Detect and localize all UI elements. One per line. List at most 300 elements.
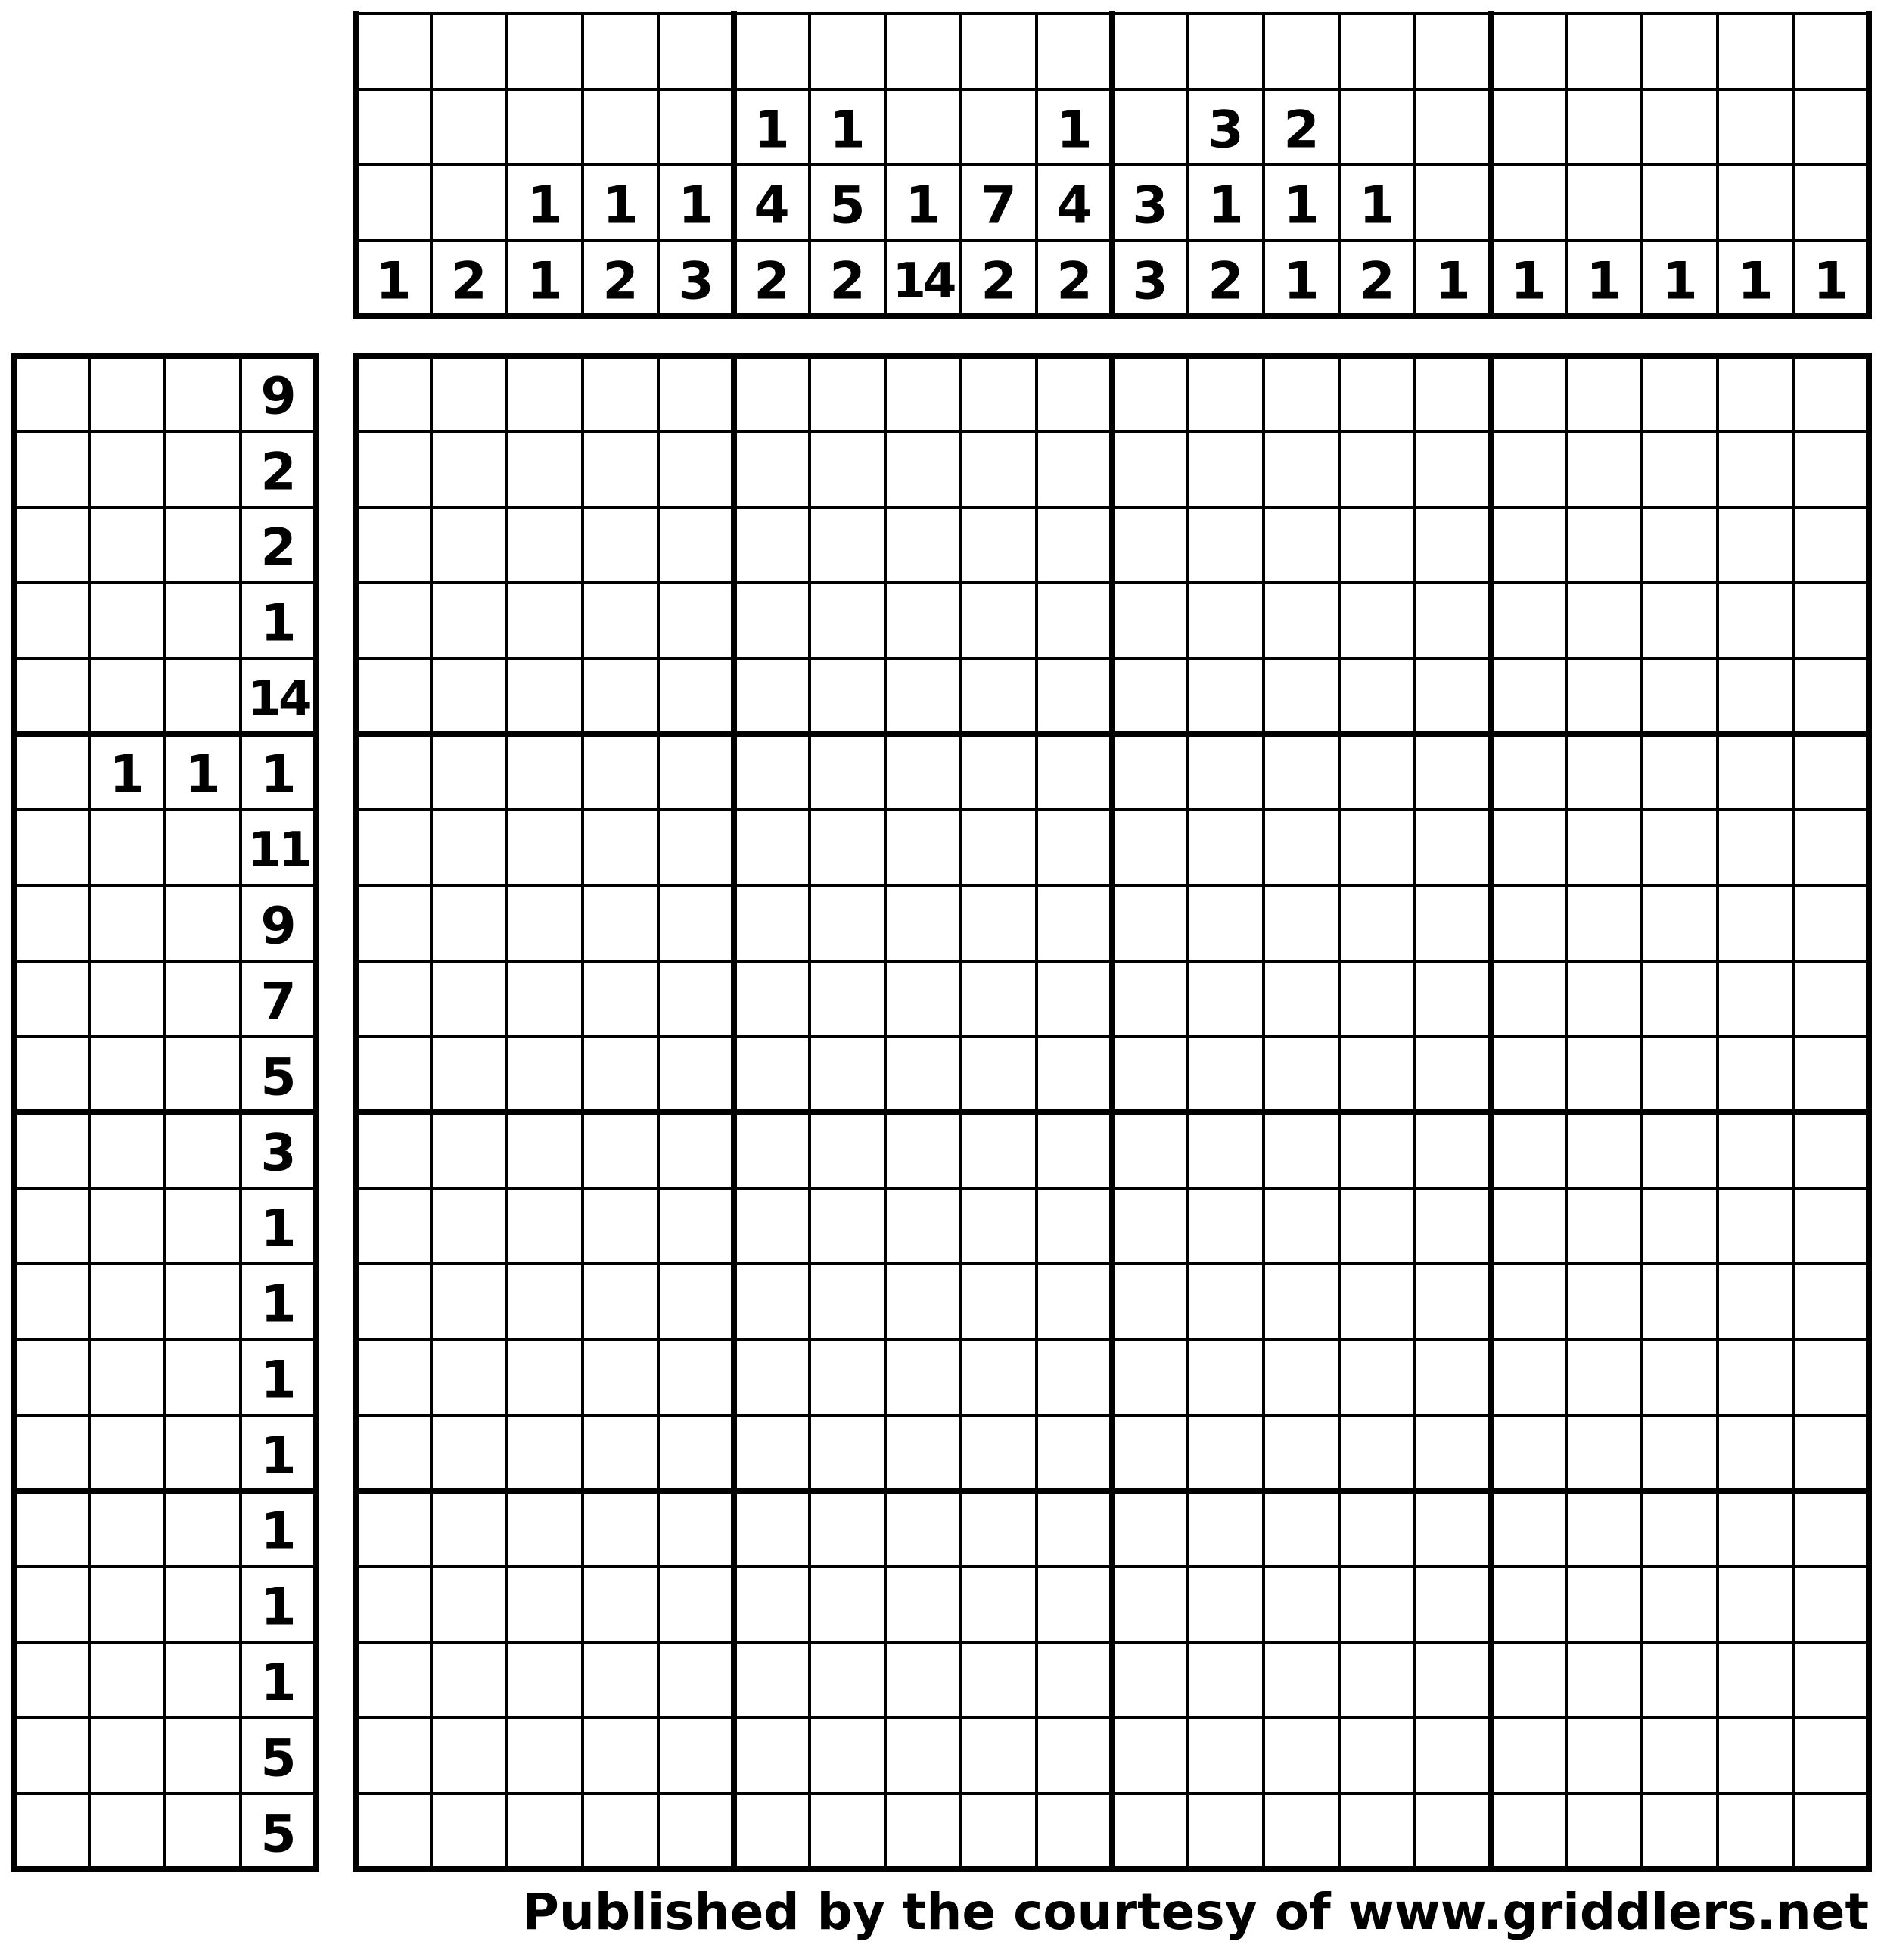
grid-cell[interactable] [1566,1718,1642,1794]
grid-cell[interactable] [1491,1415,1566,1491]
grid-cell[interactable] [1339,1718,1415,1794]
grid-cell[interactable] [1566,1491,1642,1566]
grid-cell[interactable] [507,1339,583,1415]
grid-cell[interactable] [810,431,885,507]
grid-cell[interactable] [1491,1037,1566,1112]
grid-cell[interactable] [885,1794,961,1869]
grid-cell[interactable] [1642,1339,1718,1415]
grid-cell[interactable] [1264,1566,1339,1642]
grid-cell[interactable] [1793,734,1869,810]
grid-cell[interactable] [1037,1415,1112,1491]
grid-cell[interactable] [1112,810,1188,885]
grid-cell[interactable] [1718,885,1793,961]
grid-cell[interactable] [734,356,810,431]
grid-cell[interactable] [1188,1112,1264,1188]
grid-cell[interactable] [885,734,961,810]
grid-cell[interactable] [1793,1566,1869,1642]
grid-cell[interactable] [1037,1037,1112,1112]
grid-cell[interactable] [1566,734,1642,810]
grid-cell[interactable] [431,1794,507,1869]
grid-cell[interactable] [356,583,431,658]
grid-cell[interactable] [1037,1718,1112,1794]
grid-cell[interactable] [961,431,1037,507]
grid-cell[interactable] [1718,1642,1793,1718]
grid-cell[interactable] [885,1718,961,1794]
grid-cell[interactable] [1642,507,1718,583]
grid-cell[interactable] [810,658,885,734]
grid-cell[interactable] [1415,810,1491,885]
grid-cell[interactable] [885,1566,961,1642]
grid-cell[interactable] [1264,1188,1339,1264]
grid-cell[interactable] [583,1188,658,1264]
grid-cell[interactable] [1566,583,1642,658]
grid-cell[interactable] [1491,1794,1566,1869]
grid-cell[interactable] [1264,507,1339,583]
grid-cell[interactable] [1112,1415,1188,1491]
grid-cell[interactable] [356,734,431,810]
grid-cell[interactable] [1037,1794,1112,1869]
grid-cell[interactable] [1037,961,1112,1037]
grid-cell[interactable] [1793,1037,1869,1112]
grid-cell[interactable] [734,961,810,1037]
grid-cell[interactable] [431,1566,507,1642]
grid-cell[interactable] [1718,1491,1793,1566]
grid-cell[interactable] [431,961,507,1037]
grid-cell[interactable] [1037,1491,1112,1566]
grid-cell[interactable] [1491,1718,1566,1794]
grid-cell[interactable] [734,583,810,658]
grid-cell[interactable] [961,583,1037,658]
grid-cell[interactable] [583,1415,658,1491]
grid-cell[interactable] [1566,961,1642,1037]
grid-cell[interactable] [961,1339,1037,1415]
grid-cell[interactable] [810,1264,885,1339]
grid-cell[interactable] [1188,885,1264,961]
grid-cell[interactable] [583,1037,658,1112]
grid-cell[interactable] [885,1642,961,1718]
grid-cell[interactable] [961,1718,1037,1794]
grid-cell[interactable] [507,1037,583,1112]
grid-cell[interactable] [885,1491,961,1566]
grid-cell[interactable] [734,1642,810,1718]
grid-cell[interactable] [507,583,583,658]
grid-cell[interactable] [961,1188,1037,1264]
grid-cell[interactable] [658,1642,734,1718]
grid-cell[interactable] [1037,810,1112,885]
grid-cell[interactable] [810,1718,885,1794]
grid-cell[interactable] [1718,1718,1793,1794]
grid-cell[interactable] [1718,1037,1793,1112]
grid-cell[interactable] [507,1188,583,1264]
grid-cell[interactable] [1491,583,1566,658]
grid-cell[interactable] [658,734,734,810]
grid-cell[interactable] [1491,1642,1566,1718]
grid-cell[interactable] [583,356,658,431]
grid-cell[interactable] [810,356,885,431]
grid-cell[interactable] [1793,1112,1869,1188]
grid-cell[interactable] [356,885,431,961]
grid-cell[interactable] [583,583,658,658]
grid-cell[interactable] [1491,431,1566,507]
grid-cell[interactable] [1491,1188,1566,1264]
grid-cell[interactable] [1415,507,1491,583]
grid-cell[interactable] [885,507,961,583]
grid-cell[interactable] [885,431,961,507]
grid-cell[interactable] [507,658,583,734]
grid-cell[interactable] [734,1188,810,1264]
grid-cell[interactable] [1415,583,1491,658]
grid-cell[interactable] [431,658,507,734]
grid-cell[interactable] [1264,431,1339,507]
grid-cell[interactable] [431,431,507,507]
grid-cell[interactable] [1112,1642,1188,1718]
grid-cell[interactable] [1339,961,1415,1037]
grid-cell[interactable] [507,810,583,885]
grid-cell[interactable] [1264,1339,1339,1415]
grid-cell[interactable] [1188,1566,1264,1642]
grid-cell[interactable] [1112,431,1188,507]
grid-cell[interactable] [961,1264,1037,1339]
grid-cell[interactable] [1339,1339,1415,1415]
grid-cell[interactable] [810,1491,885,1566]
grid-cell[interactable] [431,1264,507,1339]
grid-cell[interactable] [1415,1566,1491,1642]
grid-cell[interactable] [1037,1188,1112,1264]
grid-cell[interactable] [507,1794,583,1869]
grid-cell[interactable] [810,1112,885,1188]
grid-cell[interactable] [1793,961,1869,1037]
grid-cell[interactable] [1339,431,1415,507]
grid-cell[interactable] [1415,1415,1491,1491]
grid-cell[interactable] [1188,1491,1264,1566]
grid-cell[interactable] [1037,1264,1112,1339]
grid-cell[interactable] [356,1642,431,1718]
grid-cell[interactable] [810,1339,885,1415]
grid-cell[interactable] [1642,1264,1718,1339]
grid-cell[interactable] [1112,1794,1188,1869]
grid-cell[interactable] [1188,431,1264,507]
grid-cell[interactable] [658,583,734,658]
grid-cell[interactable] [507,961,583,1037]
grid-cell[interactable] [885,961,961,1037]
grid-cell[interactable] [1339,507,1415,583]
grid-cell[interactable] [1339,734,1415,810]
grid-cell[interactable] [734,1339,810,1415]
grid-cell[interactable] [507,885,583,961]
grid-cell[interactable] [1718,583,1793,658]
grid-cell[interactable] [1339,1415,1415,1491]
grid-cell[interactable] [734,1491,810,1566]
grid-cell[interactable] [1566,658,1642,734]
grid-cell[interactable] [1415,734,1491,810]
grid-cell[interactable] [1491,1491,1566,1566]
grid-cell[interactable] [961,885,1037,961]
grid-cell[interactable] [1718,356,1793,431]
grid-cell[interactable] [1566,1037,1642,1112]
grid-cell[interactable] [583,431,658,507]
grid-cell[interactable] [1112,356,1188,431]
grid-cell[interactable] [734,1718,810,1794]
grid-cell[interactable] [507,1642,583,1718]
grid-cell[interactable] [810,507,885,583]
grid-cell[interactable] [1793,1339,1869,1415]
grid-cell[interactable] [1491,1112,1566,1188]
grid-cell[interactable] [961,356,1037,431]
grid-cell[interactable] [1037,658,1112,734]
grid-cell[interactable] [356,1415,431,1491]
grid-cell[interactable] [658,658,734,734]
grid-cell[interactable] [961,1491,1037,1566]
grid-cell[interactable] [1566,356,1642,431]
grid-cell[interactable] [734,810,810,885]
grid-cell[interactable] [1718,810,1793,885]
grid-cell[interactable] [885,885,961,961]
grid-cell[interactable] [1037,1642,1112,1718]
grid-cell[interactable] [1415,1188,1491,1264]
grid-cell[interactable] [658,961,734,1037]
grid-cell[interactable] [1793,1642,1869,1718]
grid-cell[interactable] [1566,1642,1642,1718]
grid-cell[interactable] [431,356,507,431]
grid-cell[interactable] [431,507,507,583]
grid-cell[interactable] [1339,583,1415,658]
grid-cell[interactable] [1339,1264,1415,1339]
grid-cell[interactable] [658,1491,734,1566]
grid-cell[interactable] [1566,885,1642,961]
grid-cell[interactable] [583,961,658,1037]
grid-cell[interactable] [1718,658,1793,734]
grid-cell[interactable] [1264,658,1339,734]
grid-cell[interactable] [583,658,658,734]
grid-cell[interactable] [1112,1718,1188,1794]
grid-cell[interactable] [734,1415,810,1491]
grid-cell[interactable] [431,1112,507,1188]
grid-cell[interactable] [885,356,961,431]
grid-cell[interactable] [734,885,810,961]
grid-cell[interactable] [1264,1718,1339,1794]
grid-cell[interactable] [431,1642,507,1718]
grid-cell[interactable] [1339,1566,1415,1642]
grid-cell[interactable] [356,431,431,507]
grid-cell[interactable] [885,1264,961,1339]
grid-cell[interactable] [1415,1718,1491,1794]
grid-cell[interactable] [810,885,885,961]
grid-cell[interactable] [507,1566,583,1642]
grid-cell[interactable] [961,1415,1037,1491]
grid-cell[interactable] [1112,1112,1188,1188]
grid-cell[interactable] [1491,885,1566,961]
grid-cell[interactable] [1491,507,1566,583]
grid-cell[interactable] [356,1188,431,1264]
grid-cell[interactable] [356,961,431,1037]
grid-cell[interactable] [810,734,885,810]
grid-cell[interactable] [810,1415,885,1491]
grid-cell[interactable] [1718,1415,1793,1491]
grid-cell[interactable] [431,885,507,961]
grid-cell[interactable] [810,1037,885,1112]
grid-cell[interactable] [1793,1264,1869,1339]
grid-cell[interactable] [1718,961,1793,1037]
grid-cell[interactable] [1264,1642,1339,1718]
grid-cell[interactable] [1491,356,1566,431]
grid-cell[interactable] [507,356,583,431]
grid-cell[interactable] [734,1037,810,1112]
grid-cell[interactable] [356,1264,431,1339]
grid-cell[interactable] [1642,1188,1718,1264]
grid-cell[interactable] [507,1415,583,1491]
grid-cell[interactable] [431,1491,507,1566]
grid-cell[interactable] [1188,1188,1264,1264]
grid-cell[interactable] [1642,1642,1718,1718]
grid-cell[interactable] [507,1491,583,1566]
grid-cell[interactable] [1037,583,1112,658]
grid-cell[interactable] [1718,1112,1793,1188]
grid-cell[interactable] [356,1566,431,1642]
grid-cell[interactable] [1188,1264,1264,1339]
grid-cell[interactable] [1264,961,1339,1037]
grid-cell[interactable] [961,1112,1037,1188]
grid-cell[interactable] [1264,356,1339,431]
grid-cell[interactable] [961,658,1037,734]
grid-cell[interactable] [1264,810,1339,885]
grid-cell[interactable] [1642,1415,1718,1491]
grid-cell[interactable] [1415,658,1491,734]
grid-cell[interactable] [658,431,734,507]
grid-cell[interactable] [1415,431,1491,507]
grid-cell[interactable] [356,1794,431,1869]
grid-cell[interactable] [1188,507,1264,583]
grid-cell[interactable] [507,1264,583,1339]
grid-cell[interactable] [1642,356,1718,431]
grid-cell[interactable] [431,1339,507,1415]
grid-cell[interactable] [1491,810,1566,885]
grid-cell[interactable] [1642,658,1718,734]
grid-cell[interactable] [1718,1339,1793,1415]
grid-cell[interactable] [1415,1112,1491,1188]
grid-cell[interactable] [583,734,658,810]
grid-cell[interactable] [1339,658,1415,734]
grid-cell[interactable] [1339,1491,1415,1566]
grid-cell[interactable] [356,1491,431,1566]
grid-cell[interactable] [1188,1718,1264,1794]
grid-cell[interactable] [1793,356,1869,431]
grid-cell[interactable] [961,961,1037,1037]
grid-cell[interactable] [1793,1188,1869,1264]
grid-cell[interactable] [1188,583,1264,658]
grid-cell[interactable] [658,356,734,431]
grid-cell[interactable] [583,1642,658,1718]
grid-cell[interactable] [658,1794,734,1869]
grid-cell[interactable] [1491,961,1566,1037]
grid-cell[interactable] [1718,734,1793,810]
grid-cell[interactable] [1188,961,1264,1037]
grid-cell[interactable] [658,1415,734,1491]
grid-cell[interactable] [961,1566,1037,1642]
grid-cell[interactable] [507,734,583,810]
grid-cell[interactable] [1793,1794,1869,1869]
grid-cell[interactable] [1718,1566,1793,1642]
grid-cell[interactable] [1566,1112,1642,1188]
grid-cell[interactable] [431,583,507,658]
grid-cell[interactable] [658,1718,734,1794]
grid-cell[interactable] [1112,1188,1188,1264]
grid-cell[interactable] [1264,734,1339,810]
grid-cell[interactable] [431,1718,507,1794]
grid-cell[interactable] [1188,356,1264,431]
grid-cell[interactable] [810,1188,885,1264]
grid-cell[interactable] [1188,1037,1264,1112]
grid-cell[interactable] [1339,1642,1415,1718]
grid-cell[interactable] [1718,431,1793,507]
grid-cell[interactable] [1793,658,1869,734]
grid-cell[interactable] [1491,1264,1566,1339]
grid-cell[interactable] [1339,356,1415,431]
grid-cell[interactable] [1415,1264,1491,1339]
grid-cell[interactable] [961,1794,1037,1869]
grid-cell[interactable] [1566,810,1642,885]
grid-cell[interactable] [1718,1188,1793,1264]
grid-cell[interactable] [1642,961,1718,1037]
grid-cell[interactable] [885,1415,961,1491]
grid-cell[interactable] [658,507,734,583]
grid-cell[interactable] [961,810,1037,885]
grid-cell[interactable] [356,1339,431,1415]
grid-cell[interactable] [1264,1491,1339,1566]
grid-cell[interactable] [961,1642,1037,1718]
grid-cell[interactable] [885,1339,961,1415]
grid-cell[interactable] [1642,1112,1718,1188]
grid-cell[interactable] [1339,885,1415,961]
grid-cell[interactable] [885,810,961,885]
grid-cell[interactable] [1642,810,1718,885]
grid-cell[interactable] [1793,1491,1869,1566]
grid-cell[interactable] [1415,961,1491,1037]
grid-cell[interactable] [507,507,583,583]
grid-cell[interactable] [1793,1718,1869,1794]
grid-cell[interactable] [1112,1264,1188,1339]
grid-cell[interactable] [1491,1339,1566,1415]
grid-cell[interactable] [1264,583,1339,658]
grid-cell[interactable] [885,1188,961,1264]
grid-cell[interactable] [1264,1415,1339,1491]
grid-cell[interactable] [1793,885,1869,961]
grid-cell[interactable] [1642,431,1718,507]
grid-cell[interactable] [1566,431,1642,507]
grid-cell[interactable] [1037,507,1112,583]
grid-cell[interactable] [431,1415,507,1491]
grid-cell[interactable] [1188,810,1264,885]
grid-cell[interactable] [1037,885,1112,961]
grid-cell[interactable] [1793,431,1869,507]
grid-cell[interactable] [734,1264,810,1339]
grid-cell[interactable] [885,1112,961,1188]
grid-cell[interactable] [810,1794,885,1869]
grid-cell[interactable] [1339,1112,1415,1188]
grid-cell[interactable] [583,1264,658,1339]
grid-cell[interactable] [1415,1794,1491,1869]
grid-cell[interactable] [1642,1491,1718,1566]
grid-cell[interactable] [507,1112,583,1188]
grid-cell[interactable] [734,1112,810,1188]
grid-cell[interactable] [1415,1491,1491,1566]
grid-cell[interactable] [1264,1037,1339,1112]
grid-cell[interactable] [1793,810,1869,885]
grid-cell[interactable] [1566,1264,1642,1339]
grid-cell[interactable] [1566,1188,1642,1264]
grid-cell[interactable] [1339,1188,1415,1264]
grid-cell[interactable] [1491,658,1566,734]
grid-cell[interactable] [658,1188,734,1264]
